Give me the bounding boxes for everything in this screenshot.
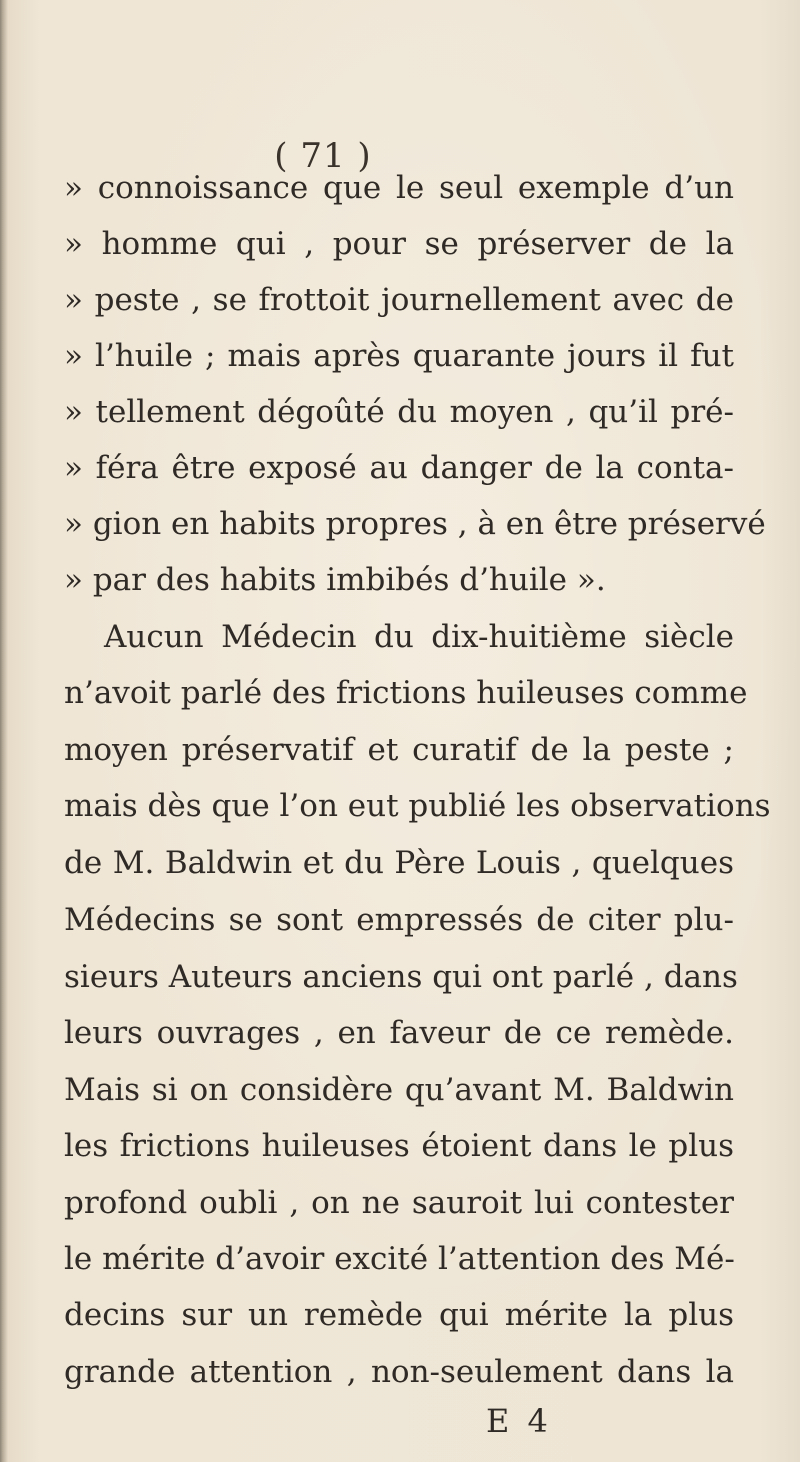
text-line-21: decins sur un remède qui mérite la plus bbox=[64, 1297, 734, 1333]
text-line-15: sieurs Auteurs anciens qui ont parlé , dans bbox=[64, 959, 738, 995]
text-line-6: » féra être exposé au danger de la conta- bbox=[64, 450, 734, 486]
text-line-8: » par des habits imbibés d’huile ». bbox=[64, 562, 606, 598]
text-line-13: de M. Baldwin et du Père Louis , quelques bbox=[64, 845, 734, 881]
text-line-12: mais dès que l’on eut publié les observations bbox=[64, 788, 771, 824]
text-line-10: n’avoit parlé des frictions huileuses comme bbox=[64, 675, 748, 711]
text-line-22: grande attention , non-seulement dans la bbox=[64, 1354, 734, 1390]
text-line-1: » connoissance que le seul exemple d’un bbox=[64, 170, 734, 206]
text-line-17: Mais si on considère qu’avant M. Baldwin bbox=[64, 1072, 734, 1108]
text-line-20: le mérite d’avoir excité l’attention des Mé- bbox=[64, 1241, 735, 1277]
text-line-7: » gion en habits propres , à en être préservé bbox=[64, 506, 766, 542]
text-line-19: profond oubli , on ne sauroit lui contester bbox=[64, 1185, 734, 1221]
paragraph-start-line: Aucun Médecin du dix-huitième siècle bbox=[104, 619, 734, 655]
page-binding-edge bbox=[0, 0, 8, 1462]
text-line-18: les frictions huileuses étoient dans le plus bbox=[64, 1128, 734, 1164]
text-line-11: moyen préservatif et curatif de la peste ; bbox=[64, 732, 734, 768]
text-line-14: Médecins se sont empressés de citer plu- bbox=[64, 902, 734, 938]
text-line-16: leurs ouvrages , en faveur de ce remède. bbox=[64, 1015, 734, 1051]
text-line-4: » l’huile ; mais après quarante jours il fut bbox=[64, 338, 734, 374]
text-line-5: » tellement dégoûté du moyen , qu’il pré- bbox=[64, 394, 734, 430]
page-number: ( 71 ) bbox=[274, 136, 372, 176]
text-line-3: » peste , se frottoit journellement avec de bbox=[64, 282, 734, 318]
printer-signature-mark: E 4 bbox=[486, 1402, 552, 1440]
text-line-2: » homme qui , pour se préserver de la bbox=[64, 226, 734, 262]
